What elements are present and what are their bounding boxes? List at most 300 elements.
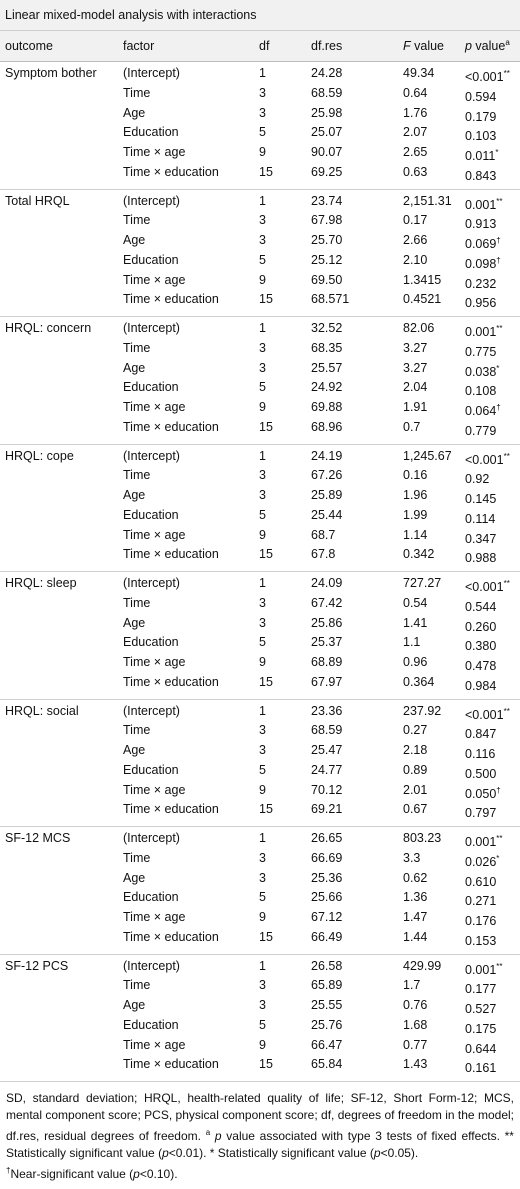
df-cell: 15: [259, 419, 273, 434]
table-row: [0, 528, 520, 548]
dfres-cell: 24.77: [311, 762, 343, 777]
df-cell: 15: [259, 929, 273, 944]
outcome-cell: [0, 910, 118, 930]
table-row: [0, 699, 520, 723]
p-value-cell: [460, 655, 520, 675]
p-value-cell: [460, 189, 520, 213]
table-row: [0, 783, 520, 803]
table-row: [0, 86, 520, 106]
f-cell: 2.65: [403, 145, 428, 159]
p-value-text: 0.594: [465, 89, 497, 104]
p-value-text: 0.116: [465, 747, 496, 762]
significance-mark: **: [496, 324, 503, 333]
p-value-cell: [460, 783, 520, 803]
p-value-text: <0.001: [465, 580, 504, 595]
factor-cell: Time × age: [123, 145, 186, 159]
significance-mark: **: [496, 834, 503, 843]
dfres-cell: 23.74: [311, 193, 343, 208]
outcome-cell: [0, 802, 118, 826]
table-header: [0, 31, 520, 62]
p-value-text: 0.098: [465, 256, 497, 271]
table-row: [0, 273, 520, 293]
p-value-text: 0.92: [465, 472, 490, 487]
dfres-cell: 68.59: [311, 85, 343, 100]
f-cell: 82.06: [403, 321, 435, 335]
p-value-text: 0.175: [465, 1021, 497, 1036]
p-value-text: 0.050: [465, 786, 497, 801]
p-value-text: 0.177: [465, 982, 497, 997]
df-cell: 3: [259, 978, 266, 993]
table-row: [0, 827, 520, 851]
p-value-cell: [460, 361, 520, 381]
dfres-cell: 24.09: [311, 576, 343, 590]
table-row: [0, 189, 520, 213]
p-value-text: 0.779: [465, 423, 497, 438]
outcome-cell: SF-12 MCS: [5, 831, 71, 845]
factor-cell: Education: [123, 507, 179, 522]
f-cell: 0.63: [403, 164, 428, 179]
f-cell: 1.43: [403, 1057, 428, 1072]
f-cell: 0.54: [403, 595, 428, 610]
df-cell: 3: [259, 998, 266, 1012]
header-p-value: [460, 31, 520, 62]
table-row: [0, 233, 520, 253]
p-value-text: 0.038: [465, 364, 497, 379]
p-value-text: 0.260: [465, 619, 497, 634]
p-value-text: 0.069: [465, 237, 497, 252]
p-value-text: 0.347: [465, 531, 497, 546]
f-cell: 0.7: [403, 419, 421, 434]
dfres-cell: 70.12: [311, 782, 343, 797]
factor-cell: Time × age: [123, 782, 186, 797]
factor-cell: (Intercept): [123, 321, 180, 335]
p-value-cell: [460, 165, 520, 189]
p-value-cell: [460, 1038, 520, 1058]
table-row: [0, 723, 520, 743]
header-f-suffix: value: [410, 39, 444, 53]
factor-cell: Time × age: [123, 910, 186, 924]
p-value-cell: [460, 292, 520, 316]
factor-cell: Education: [123, 1017, 179, 1032]
p-value-text: 0.478: [465, 659, 497, 674]
table-row: [0, 1018, 520, 1038]
df-cell: 9: [259, 400, 266, 414]
p-value-text: 0.108: [465, 384, 497, 399]
df-cell: 3: [259, 488, 266, 502]
table-row: [0, 978, 520, 998]
p-value-text: 0.026: [465, 854, 497, 869]
factor-cell: Time × education: [123, 802, 219, 817]
factor-cell: Time × age: [123, 655, 186, 669]
outcome-cell: [0, 528, 118, 548]
f-cell: 3.27: [403, 360, 428, 375]
outcome-cell: [0, 508, 118, 528]
significance-mark: **: [496, 961, 503, 971]
f-cell: 0.62: [403, 870, 428, 885]
table-row: [0, 361, 520, 381]
dfres-cell: 25.12: [311, 252, 343, 267]
factor-cell: Age: [123, 360, 146, 375]
outcome-cell: [0, 616, 118, 636]
header-row: [0, 31, 520, 62]
f-cell: 0.64: [403, 85, 428, 100]
header-dfres: df.res: [306, 31, 398, 62]
df-cell: 9: [259, 655, 266, 669]
outcome-cell: [0, 890, 118, 910]
outcome-group: [0, 444, 520, 572]
p-value-text: 0.544: [465, 599, 497, 614]
p-value-cell: [460, 145, 520, 165]
df-cell: 9: [259, 527, 266, 542]
p-value-text: <0.001: [465, 707, 504, 722]
p-value-cell: [460, 978, 520, 998]
p-value-text: 0.103: [465, 129, 497, 144]
p-value-text: 0.114: [465, 511, 496, 526]
header-f-letter: F: [403, 39, 411, 53]
dfres-cell: 25.66: [311, 890, 343, 905]
outcome-cell: HRQL: cope: [5, 448, 74, 463]
p-value-cell: [460, 341, 520, 361]
df-cell: 15: [259, 1057, 273, 1072]
outcome-cell: [0, 400, 118, 420]
significance-mark: †: [496, 785, 501, 795]
factor-cell: Education: [123, 762, 179, 777]
table-row: [0, 954, 520, 978]
table-row: [0, 145, 520, 165]
outcome-group: [0, 62, 520, 190]
table-row: [0, 675, 520, 699]
f-cell: 2.10: [403, 252, 428, 267]
f-cell: 2.18: [403, 743, 428, 757]
p-value-cell: [460, 233, 520, 253]
f-cell: 1.3415: [403, 272, 442, 287]
df-cell: 9: [259, 1037, 266, 1052]
df-cell: 5: [259, 635, 266, 650]
f-cell: 1.44: [403, 929, 428, 944]
df-cell: 9: [259, 910, 266, 924]
factor-cell: Time: [123, 85, 151, 100]
f-cell: 1.68: [403, 1017, 428, 1032]
footnote-single-star-cond: <0.05).: [380, 1146, 419, 1160]
footnote-single-star-text: * Statistically significant value (: [209, 1146, 374, 1160]
factor-cell: Education: [123, 380, 179, 395]
df-cell: 3: [259, 850, 266, 865]
factor-cell: Time: [123, 850, 151, 865]
p-value-text: 0.956: [465, 296, 497, 311]
dfres-cell: 68.571: [311, 292, 350, 307]
dfres-cell: 67.97: [311, 674, 343, 689]
dfres-cell: 24.92: [311, 380, 343, 395]
outcome-cell: [0, 930, 118, 954]
df-cell: 5: [259, 890, 266, 905]
f-cell: 3.27: [403, 340, 428, 355]
outcome-cell: [0, 998, 118, 1018]
dfres-cell: 25.89: [311, 488, 343, 502]
factor-cell: (Intercept): [123, 958, 180, 973]
table-row: [0, 596, 520, 616]
outcome-cell: [0, 361, 118, 381]
f-cell: 1.41: [403, 615, 428, 630]
factor-cell: Time × age: [123, 400, 186, 414]
factor-cell: Time: [123, 213, 151, 228]
df-cell: 3: [259, 468, 266, 483]
p-value-text: 0.843: [465, 168, 497, 183]
df-cell: 15: [259, 802, 273, 817]
f-cell: 429.99: [403, 958, 442, 973]
p-value-text: 0.001: [465, 197, 497, 212]
table-row: [0, 635, 520, 655]
outcome-cell: SF-12 PCS: [5, 958, 69, 973]
table-row: [0, 802, 520, 826]
outcome-cell: Symptom bother: [5, 66, 97, 80]
footnote-a-p: p: [214, 1129, 222, 1143]
outcome-cell: [0, 851, 118, 871]
dfres-cell: 25.47: [311, 743, 343, 757]
factor-cell: Time × age: [123, 527, 186, 542]
dfres-cell: 67.26: [311, 468, 343, 483]
p-value-text: 0.271: [465, 894, 497, 909]
header-factor: factor: [118, 31, 254, 62]
p-value-cell: [460, 468, 520, 488]
significance-mark: *: [495, 148, 499, 157]
p-value-cell: [460, 699, 520, 723]
p-value-cell: [460, 954, 520, 978]
p-value-text: 0.527: [465, 1002, 497, 1017]
f-cell: 1.14: [403, 527, 428, 542]
f-cell: 0.67: [403, 802, 428, 817]
p-value-text: 0.380: [465, 639, 497, 654]
footnote-a-mark: a: [205, 1128, 211, 1137]
outcome-cell: [0, 763, 118, 783]
footnote-a-text: value associated with type 3 tests of fixed effects.: [221, 1129, 505, 1143]
f-cell: 0.16: [403, 468, 428, 483]
significance-mark: **: [496, 196, 503, 206]
factor-cell: Age: [123, 870, 146, 885]
df-cell: 3: [259, 85, 266, 100]
factor-cell: Time × education: [123, 547, 219, 562]
dfres-cell: 68.7: [311, 527, 336, 542]
p-value-cell: [460, 213, 520, 233]
significance-mark: *: [496, 853, 500, 863]
f-cell: 1,245.67: [403, 448, 452, 463]
df-cell: 15: [259, 164, 273, 179]
p-value-text: 0.610: [465, 874, 497, 889]
p-value-text: 0.176: [465, 914, 497, 929]
f-cell: 0.89: [403, 762, 428, 777]
dfres-cell: 69.88: [311, 400, 343, 414]
p-value-text: <0.001: [465, 452, 504, 467]
p-value-text: <0.001: [465, 70, 504, 85]
p-value-text: 0.145: [465, 492, 497, 507]
outcome-cell: [0, 145, 118, 165]
df-cell: 15: [259, 674, 273, 689]
dfres-cell: 25.07: [311, 125, 343, 140]
p-value-text: 0.797: [465, 806, 497, 821]
f-cell: 1.91: [403, 400, 428, 414]
dfres-cell: 23.36: [311, 703, 343, 718]
p-value-cell: [460, 890, 520, 910]
table-row: [0, 292, 520, 316]
p-value-cell: [460, 317, 520, 341]
significance-mark: **: [503, 451, 510, 461]
table-row: [0, 420, 520, 444]
outcome-cell: [0, 871, 118, 891]
outcome-group: [0, 954, 520, 1082]
p-value-cell: [460, 743, 520, 763]
p-value-cell: [460, 851, 520, 871]
p-value-cell: [460, 400, 520, 420]
df-cell: 3: [259, 723, 266, 738]
dfres-cell: 26.58: [311, 958, 343, 973]
outcome-cell: [0, 292, 118, 316]
dfres-cell: 66.69: [311, 850, 343, 865]
dfres-cell: 25.76: [311, 1017, 343, 1032]
f-cell: 803.23: [403, 831, 442, 845]
outcome-cell: [0, 253, 118, 273]
df-cell: 3: [259, 743, 266, 757]
dfres-cell: 69.21: [311, 802, 343, 817]
table-row: [0, 998, 520, 1018]
p-value-text: 0.064: [465, 404, 497, 419]
f-cell: 0.96: [403, 655, 428, 669]
table-row: [0, 508, 520, 528]
outcome-cell: Total HRQL: [5, 193, 70, 208]
f-cell: 0.4521: [403, 292, 442, 307]
dfres-cell: 67.8: [311, 547, 336, 562]
p-value-text: 0.847: [465, 727, 497, 742]
p-value-text: 0.011: [465, 149, 496, 164]
factor-cell: Age: [123, 998, 146, 1012]
outcome-group: [0, 572, 520, 700]
factor-cell: Age: [123, 488, 146, 502]
f-cell: 237.92: [403, 703, 442, 718]
outcome-cell: HRQL: concern: [5, 321, 92, 335]
dfres-cell: 25.55: [311, 998, 343, 1012]
outcome-group: [0, 189, 520, 317]
factor-cell: (Intercept): [123, 703, 180, 718]
outcome-cell: [0, 468, 118, 488]
p-value-cell: [460, 528, 520, 548]
p-value-cell: [460, 1018, 520, 1038]
p-value-cell: [460, 125, 520, 145]
f-cell: 2.04: [403, 380, 428, 395]
dfres-cell: 26.65: [311, 831, 343, 845]
outcome-cell: HRQL: sleep: [5, 576, 77, 590]
dfres-cell: 25.98: [311, 105, 343, 120]
dfres-cell: 68.35: [311, 340, 343, 355]
factor-cell: (Intercept): [123, 831, 180, 845]
p-value-cell: [460, 380, 520, 400]
dfres-cell: 24.19: [311, 448, 343, 463]
table-row: [0, 1038, 520, 1058]
header-p-letter: p: [465, 39, 472, 54]
f-cell: 2.01: [403, 782, 428, 797]
factor-cell: Time × education: [123, 929, 219, 944]
factor-cell: Time × education: [123, 674, 219, 689]
outcome-cell: [0, 380, 118, 400]
df-cell: 3: [259, 233, 266, 247]
table-row: [0, 488, 520, 508]
p-value-text: 0.153: [465, 933, 497, 948]
factor-cell: Time × education: [123, 1057, 219, 1072]
p-value-text: 0.775: [465, 344, 497, 359]
dfres-cell: 66.49: [311, 929, 343, 944]
outcome-cell: [0, 547, 118, 571]
outcome-cell: [0, 106, 118, 126]
table-row: [0, 253, 520, 273]
factor-cell: (Intercept): [123, 66, 180, 80]
outcome-cell: [0, 596, 118, 616]
table-row: [0, 213, 520, 233]
p-value-cell: [460, 106, 520, 126]
outcome-cell: [0, 86, 118, 106]
df-cell: 9: [259, 782, 266, 797]
table-row: [0, 380, 520, 400]
significance-mark: †: [496, 255, 501, 265]
dfres-cell: 25.57: [311, 360, 343, 375]
df-cell: 5: [259, 252, 266, 267]
significance-mark: †: [496, 236, 501, 245]
outcome-cell: HRQL: social: [5, 703, 79, 718]
dfres-cell: 24.28: [311, 66, 343, 80]
p-value-text: 0.001: [465, 962, 497, 977]
outcome-cell: [0, 1018, 118, 1038]
factor-cell: Time: [123, 595, 151, 610]
f-cell: 2.07: [403, 125, 428, 140]
f-cell: 3.3: [403, 850, 421, 865]
outcome-cell: [0, 675, 118, 699]
f-cell: 0.17: [403, 213, 428, 228]
p-value-cell: [460, 802, 520, 826]
dfres-cell: 66.47: [311, 1037, 343, 1052]
p-value-cell: [460, 273, 520, 293]
factor-cell: Time × education: [123, 292, 219, 307]
dfres-cell: 25.70: [311, 233, 343, 247]
f-cell: 2,151.31: [403, 193, 452, 208]
dfres-cell: 68.59: [311, 723, 343, 738]
dfres-cell: 68.96: [311, 419, 343, 434]
p-value-text: 0.001: [465, 835, 497, 850]
table-row: [0, 125, 520, 145]
df-cell: 5: [259, 380, 266, 395]
outcome-group: [0, 827, 520, 955]
p-value-cell: [460, 910, 520, 930]
p-value-text: 0.644: [465, 1041, 497, 1056]
p-value-cell: [460, 675, 520, 699]
p-value-cell: [460, 86, 520, 106]
p-value-cell: [460, 547, 520, 571]
table-row: [0, 62, 520, 86]
outcome-cell: [0, 273, 118, 293]
factor-cell: Age: [123, 743, 146, 757]
df-cell: 5: [259, 507, 266, 522]
p-value-text: 0.161: [465, 1061, 497, 1076]
factor-cell: Time: [123, 340, 151, 355]
outcome-cell: [0, 1057, 118, 1081]
table-footnote: [0, 1082, 520, 1189]
outcome-cell: [0, 213, 118, 233]
outcome-group: [0, 699, 520, 827]
header-p-suffix: value: [471, 39, 506, 54]
p-value-cell: [460, 616, 520, 636]
factor-cell: Time × education: [123, 419, 219, 434]
table-row: [0, 930, 520, 954]
factor-cell: Education: [123, 252, 179, 267]
f-cell: 1.76: [403, 105, 428, 120]
factor-cell: Education: [123, 125, 179, 140]
df-cell: 5: [259, 125, 266, 140]
factor-cell: Education: [123, 890, 179, 905]
